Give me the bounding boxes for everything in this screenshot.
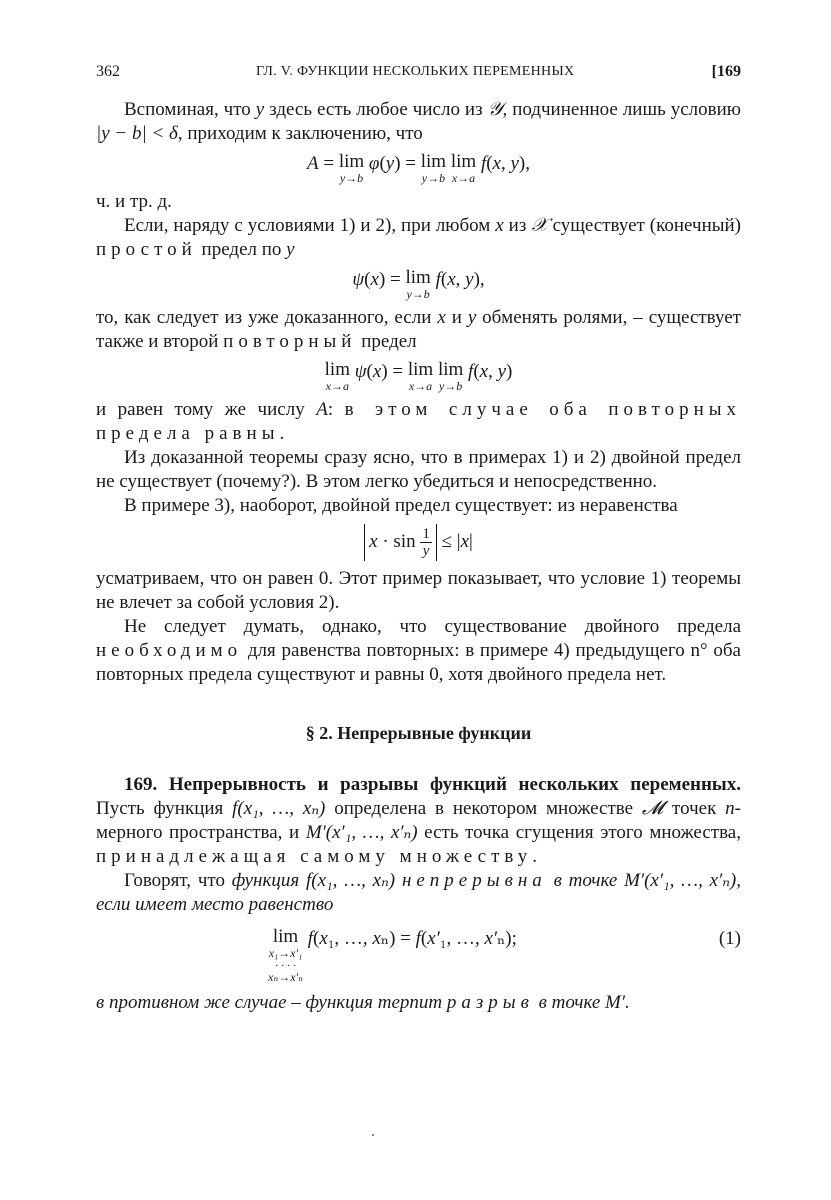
- formula-double-limit: A = lim y→b φ(y) = lim y→b lim x→a f(x, y),: [307, 151, 530, 185]
- chapter-title: ГЛ. V. ФУНКЦИИ НЕСКОЛЬКИХ ПЕРЕМЕННЫХ: [256, 64, 575, 79]
- page-number: 362: [96, 63, 120, 80]
- paragraph-qed: ч. и тр. д.: [96, 191, 172, 212]
- section-heading: § 2. Непрерывные функции: [305, 723, 532, 743]
- book-page: [96, 56, 741, 1015]
- paragraph-not-necessary: Не следует думать, однако, что существование двойного предела необходимо для равенства повторных: в примере 4) предыдущего n° оба повторных предела существуют и равны 0, хотя двойного предела нет.: [96, 616, 741, 685]
- formula-second-iterated: lim x→a ψ(x) = lim x→a lim y→b f(x, y): [324, 359, 513, 393]
- formula-psi: ψ(x) = lim y→b f(x, y),: [352, 267, 485, 301]
- equation-number: (1): [718, 928, 741, 949]
- paragraph-swap-roles: то, как следует из уже доказанного, если x и y обменять ролями, – существует также и второй повторный предел: [96, 307, 741, 352]
- paragraph-simple-limit: Если, наряду с условиями 1) и 2), при любом x из 𝒳 существует (конечный) простой предел по y: [96, 215, 741, 260]
- article-title: 169. Непрерывность и разрывы функций нескольких переменных.: [124, 774, 741, 795]
- paragraph-equals-zero: усматриваем, что он равен 0. Этот пример показывает, что условие 1) теоремы не влечет за собой условия 2).: [96, 568, 741, 613]
- running-header: [96, 56, 741, 84]
- paragraph-discontinuity: в противном же случае – функция терпит разрыв в точке M′.: [96, 992, 630, 1013]
- article-reference: [169: [711, 63, 741, 80]
- paragraph-equal-limits: и равен тому же числу A: в этом случае оба повторных предела равны.: [96, 399, 741, 444]
- paragraph-continuity-def: Говорят, что функция f(x₁, …, xₙ) непрерывна в точке M′(x′₁, …, x′ₙ), если имеет место равенство: [96, 870, 742, 915]
- paragraph-example-3: В примере 3), наоборот, двойной предел существует: из неравенства: [124, 495, 678, 516]
- print-speck: [372, 1134, 374, 1136]
- paragraph-examples-1-2: Из доказанной теоремы сразу ясно, что в примерах 1) и 2) двойной предел не существует (почему?). В этом легко убедиться и непосредственно.: [96, 447, 741, 492]
- formula-continuity: (1) lim x₁→x′₁ · · · · xₙ→x′ₙ f(x₁, …, xₙ) = f(x′₁, …, x′ₙ);: [268, 926, 741, 984]
- formula-inequality: x · sin $\frac{1}{y}$ ≤ |x|: [96, 524, 741, 561]
- paragraph-recall: Вспоминая, что y здесь есть любое число из 𝒴, подчиненное лишь условию |y − b| < δ, приходим к заключению, что: [96, 99, 741, 144]
- article-169-intro: 169. Непрерывность и разрывы функций нескольких переменных. Пусть функция f(x₁, …, xₙ) определена в некотором множестве 𝓜 точек n-мерного пространства, и M′(x′₁, …, x′ₙ) есть точка сгущения этого множества, принадлежащая самому множеству.: [96, 774, 741, 867]
